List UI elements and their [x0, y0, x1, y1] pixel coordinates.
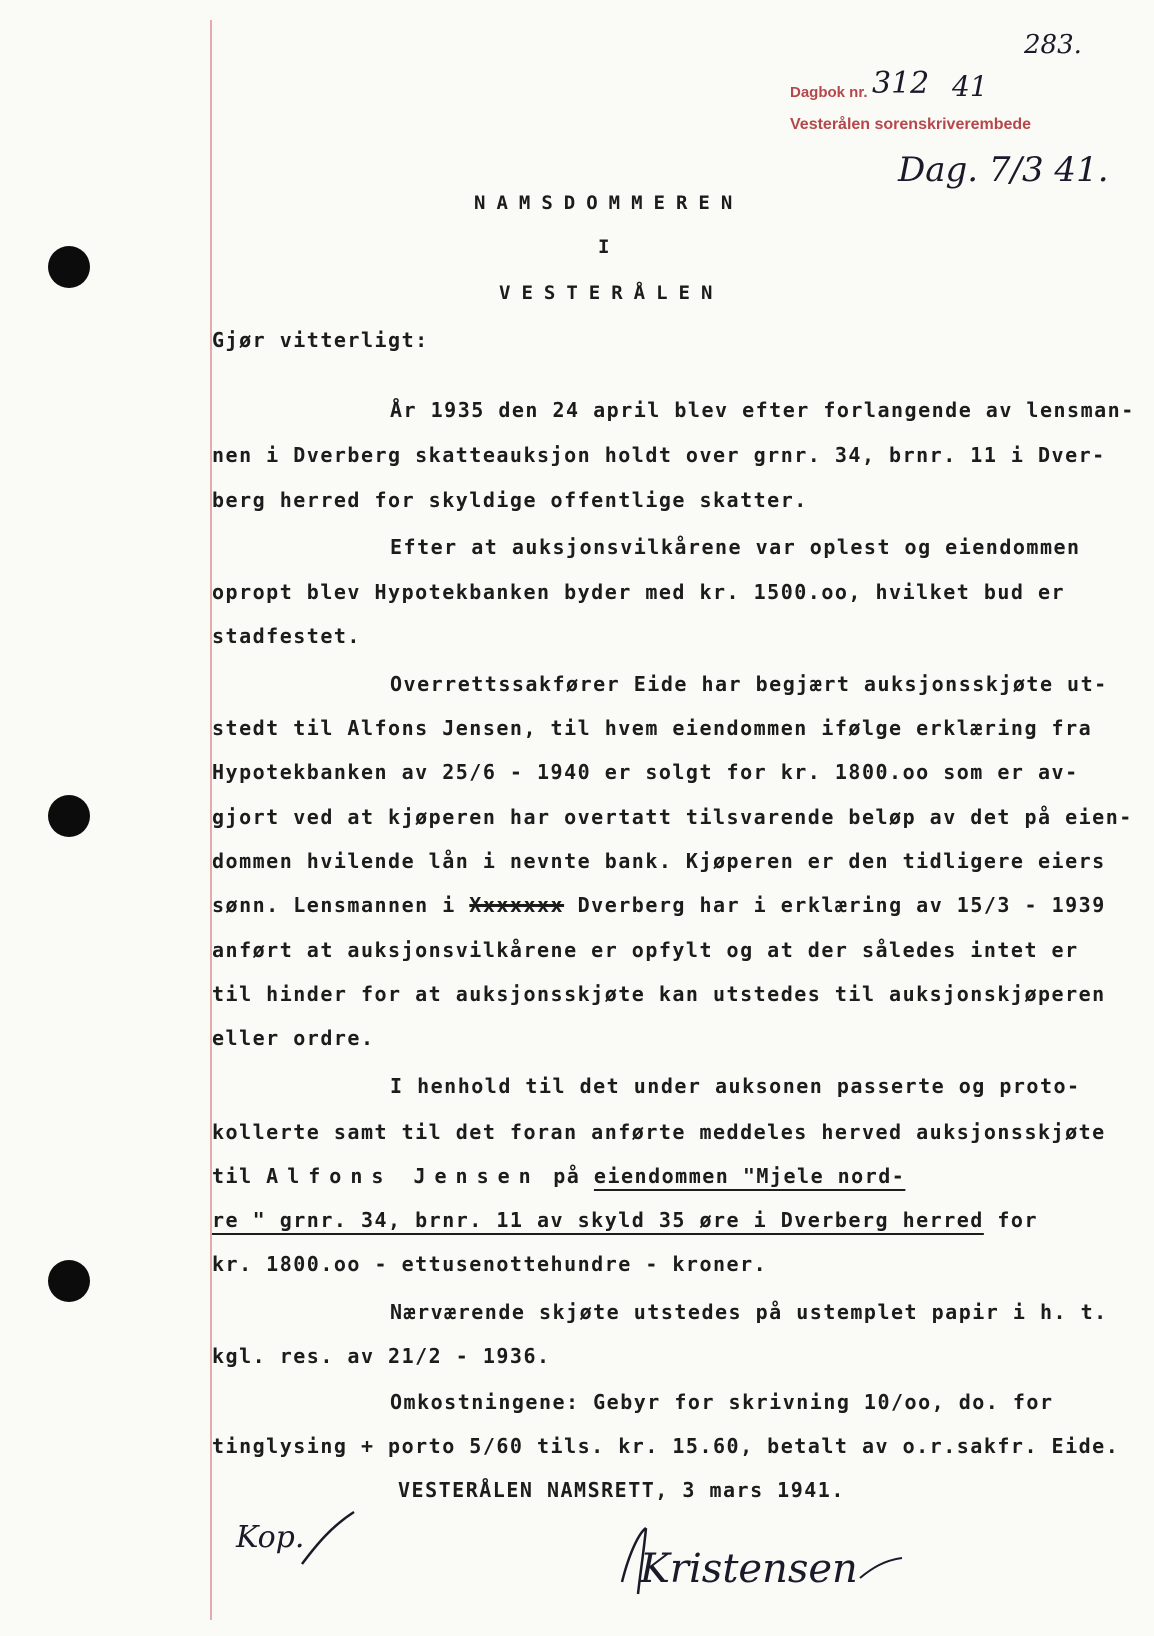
stamp-office: Vesterålen sorenskriverembede	[790, 116, 1032, 133]
stamp-dagbok-year: 41	[952, 70, 988, 103]
punch-hole-middle	[48, 795, 90, 837]
grantee-name: Alfons Jensen	[266, 1164, 540, 1188]
heading-line-1: NAMSDOMMEREN	[474, 192, 744, 214]
body-line-part: for	[997, 1208, 1039, 1232]
body-line: til hinder for at auksjonsskjøte kan utstedes til auksjonskjøperen	[212, 982, 1106, 1006]
body-line: I henhold til det under auksonen passerte og proto-	[390, 1074, 1081, 1098]
closing-line: VESTERÅLEN NAMSRETT, 3 mars 1941.	[398, 1478, 845, 1502]
body-line: Overrettssakfører Eide har begjært auksjonsskjøte ut-	[390, 672, 1108, 696]
body-line: eller ordre.	[212, 1026, 375, 1050]
opening-phrase: Gjør vitterligt:	[212, 328, 429, 352]
body-line: År 1935 den 24 april blev efter forlangende av lensman-	[390, 398, 1135, 422]
body-line-part: Dverberg har i erklæring av 15/3 - 1939	[577, 893, 1106, 917]
body-line: stadfestet.	[212, 624, 361, 648]
punch-hole-bottom	[48, 1260, 90, 1302]
body-line: Efter at auksjonsvilkårene var oplest og eiendommen	[390, 535, 1081, 559]
body-line: kollerte samt til det foran anførte meddeles herved auksjonsskjøte	[212, 1120, 1106, 1144]
body-line: nen i Dverberg skatteauksjon holdt over grnr. 34, brnr. 11 i Dver-	[212, 443, 1106, 467]
body-line-with-strikeout	[212, 893, 1106, 917]
body-line: kgl. res. av 21/2 - 1936.	[212, 1344, 551, 1368]
stamp-dagbok-label: Dagbok nr.	[790, 84, 868, 101]
body-line: dommen hvilende lån i nevnte bank. Kjøperen er den tidligere eiers	[212, 849, 1106, 873]
heading-line-3: VESTERÅLEN	[499, 282, 724, 304]
body-line-part: på	[553, 1164, 581, 1188]
body-line-grantee	[212, 1164, 905, 1188]
signature-right-text: Kristensen	[640, 1546, 858, 1592]
signature-right-stroke	[610, 1520, 910, 1600]
page-number: 283.	[1024, 30, 1082, 60]
body-line: Nærværende skjøte utstedes på ustemplet papir i h. t.	[390, 1300, 1108, 1324]
stamp-annotation: Dag. 7/3 41.	[898, 150, 1109, 190]
body-line-part: sønn. Lensmannen i	[212, 893, 456, 917]
signature-left-text: Kop.	[236, 1520, 305, 1555]
struck-word: Xxxxxxx	[469, 893, 565, 917]
body-line: Omkostningene: Gebyr for skrivning 10/oo, do. for	[390, 1390, 1054, 1414]
body-line: stedt til Alfons Jensen, til hvem eiendommen ifølge erklæring fra	[212, 716, 1093, 740]
stamp-dagbok-number: 312	[872, 66, 930, 101]
body-line: opropt blev Hypotekbanken byder med kr. 1500.oo, hvilket bud er	[212, 580, 1066, 604]
body-line-part: til	[212, 1164, 253, 1188]
body-line: anført at auksjonsvilkårene er opfylt og at der således intet er	[212, 938, 1079, 962]
body-line-property	[212, 1208, 1038, 1232]
body-line: gjort ved at kjøperen har overtatt tilsvarende beløp av det på eien-	[212, 805, 1133, 829]
property-details: re " grnr. 34, brnr. 11 av skyld 35 øre i Dverberg herred	[212, 1208, 984, 1232]
punch-hole-top	[48, 246, 90, 288]
heading-line-2: I	[598, 236, 621, 258]
property-name: eiendommen "Mjele nord-	[593, 1164, 906, 1188]
body-line: berg herred for skyldige offentlige skatter.	[212, 488, 808, 512]
body-line: kr. 1800.oo - ettusenottehundre - kroner.	[212, 1252, 768, 1276]
body-line: Hypotekbanken av 25/6 - 1940 er solgt for kr. 1800.oo som er av-	[212, 760, 1079, 784]
signature-left-stroke	[232, 1506, 362, 1576]
body-line: tinglysing + porto 5/60 tils. kr. 15.60, betalt av o.r.sakfr. Eide.	[212, 1434, 1120, 1458]
